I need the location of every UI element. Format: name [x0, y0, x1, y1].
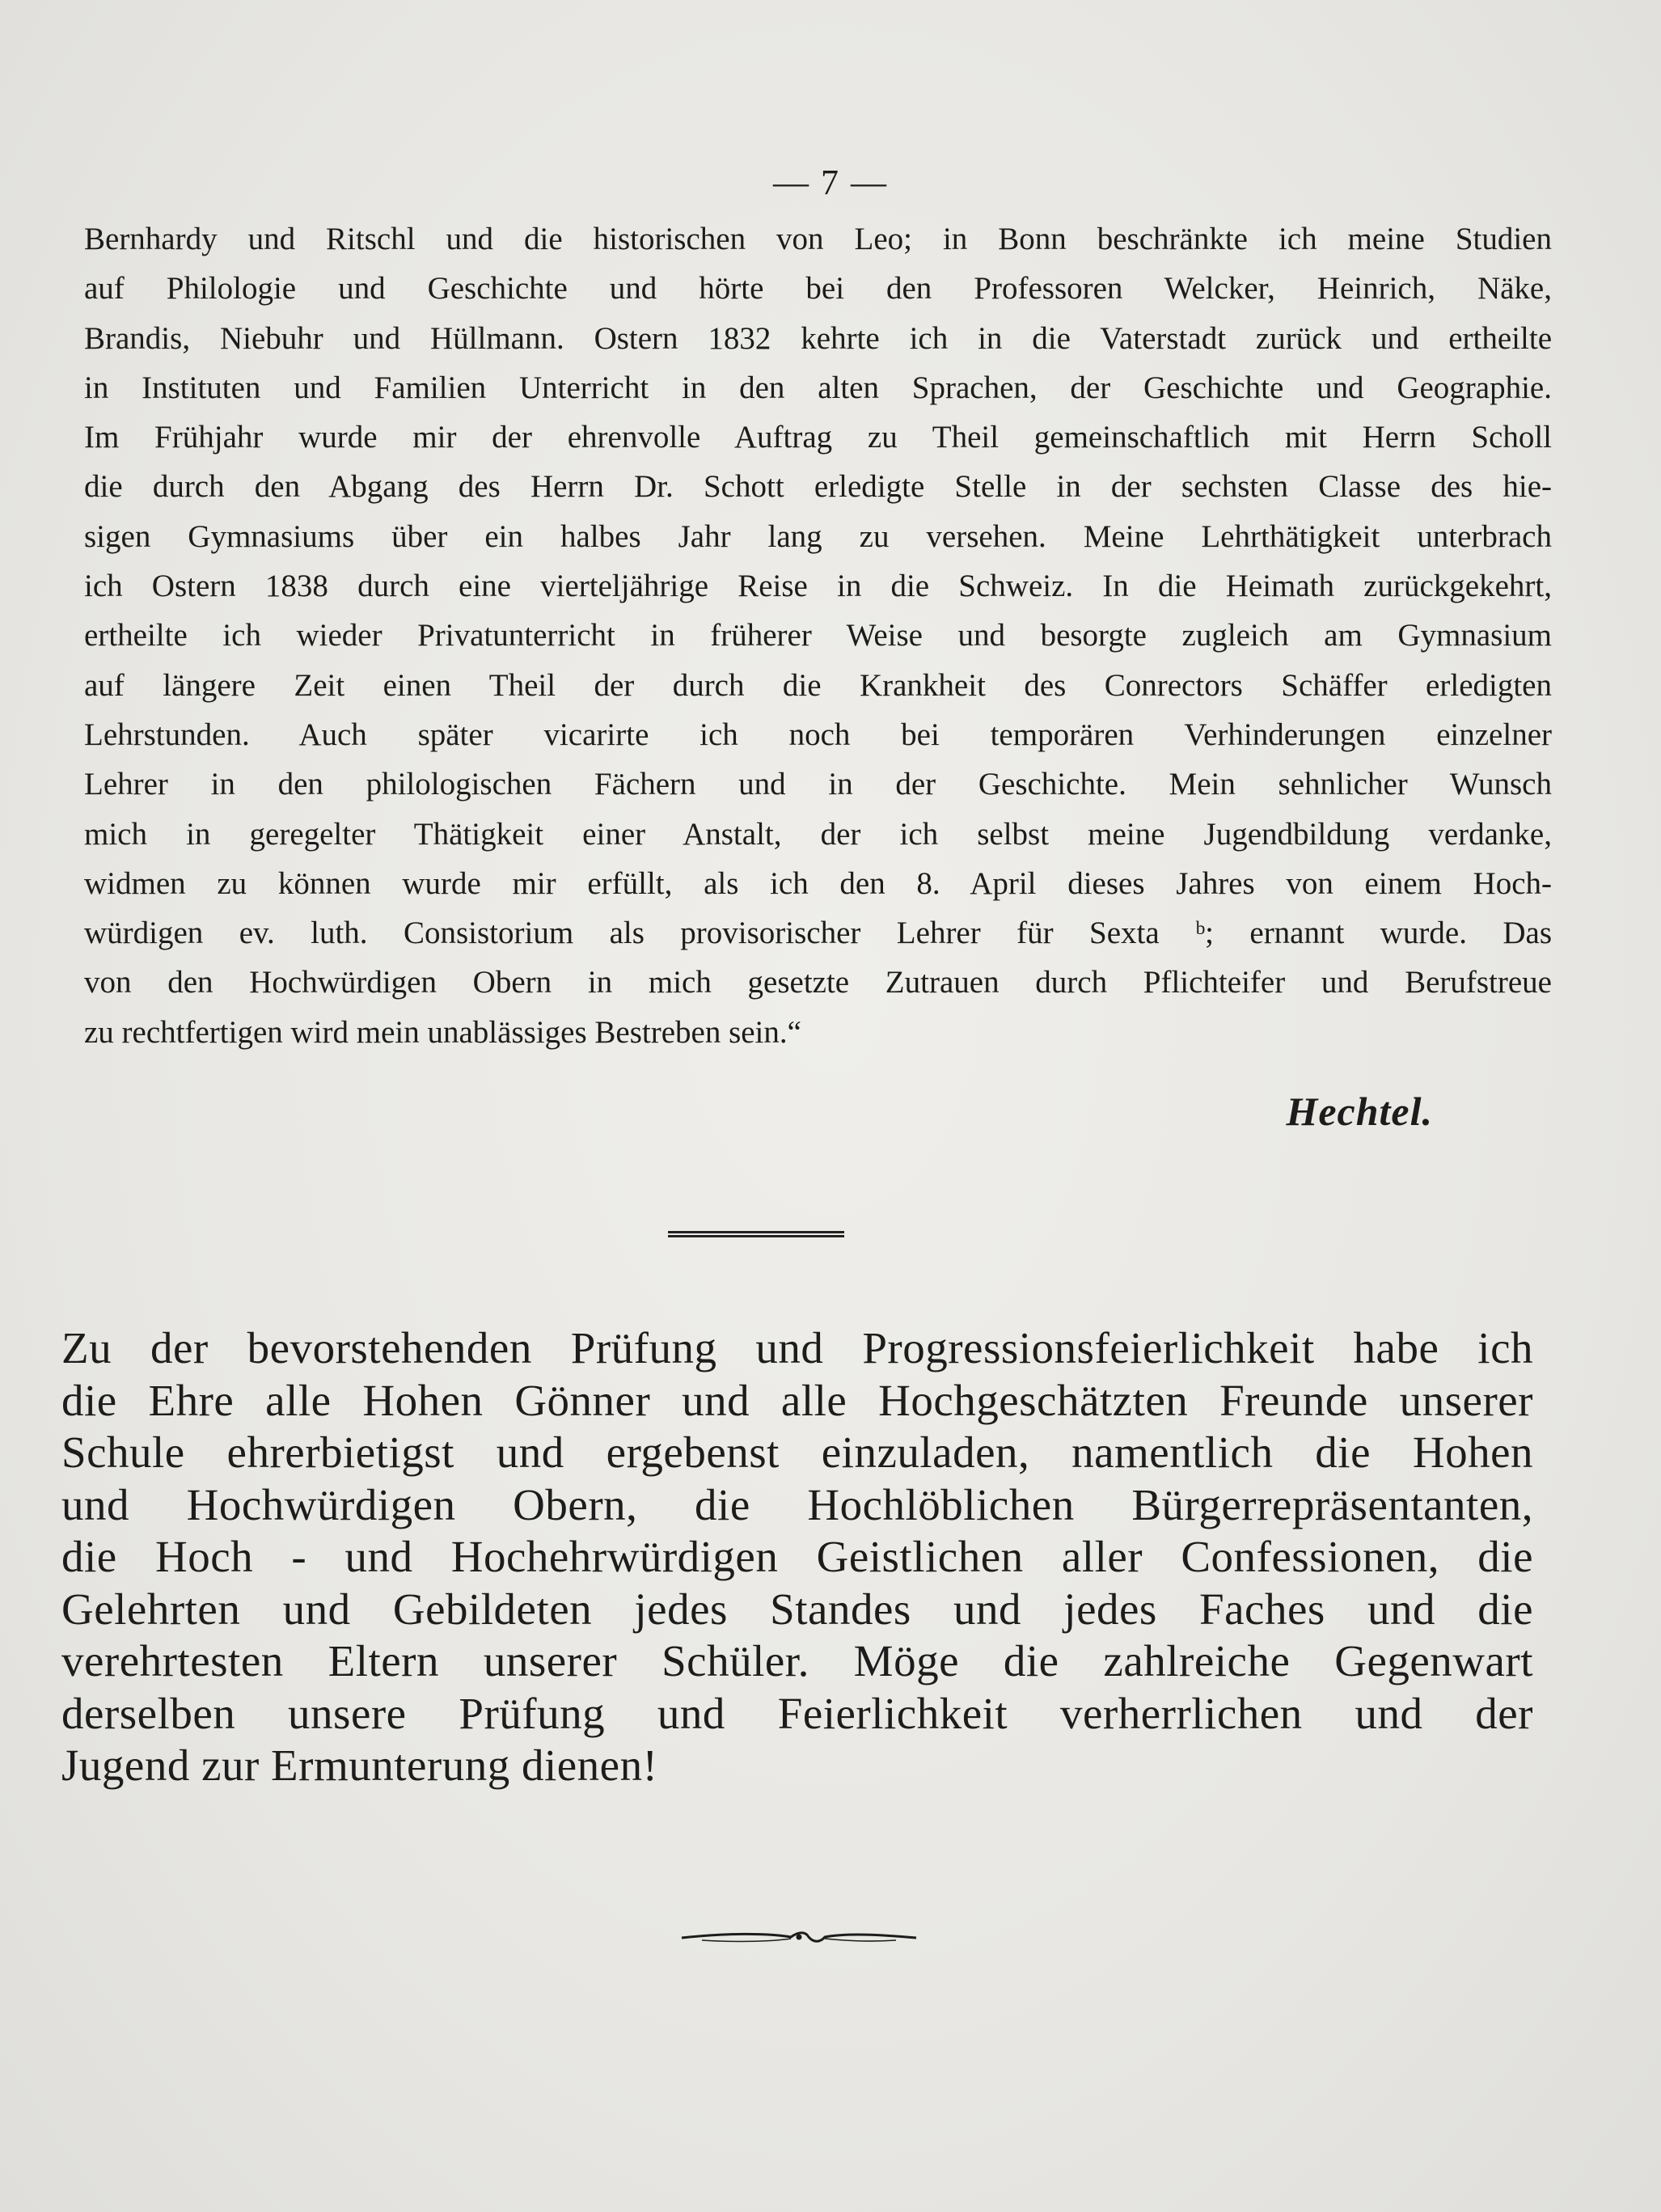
page-number: — 7 —: [773, 163, 888, 202]
letter-line: in Instituten und Familien Unterricht in den alten Sprachen, der Geschichte und Geographie.: [84, 370, 1552, 405]
invitation-line: Jugend zur Ermunterung dienen!: [61, 1740, 658, 1790]
letter-line: widmen zu können wurde mir erfüllt, als ich den 8. April dieses Jahres von einem Hoch-: [84, 865, 1552, 901]
invitation-paragraph: [61, 1322, 1533, 1792]
letter-line: Im Frühjahr wurde mir der ehrenvolle Auftrag zu Theil gemeinschaftlich mit Herrn Scholl: [84, 420, 1552, 455]
letter-line: die durch den Abgang des Herrn Dr. Schott erledigte Stelle in der sechsten Classe des hie-: [84, 469, 1552, 505]
letter-line: Lehrstunden. Auch später vicarirte ich noch bei temporären Verhinderungen einzelner: [84, 717, 1552, 752]
letter-line: auf längere Zeit einen Theil der durch die Krankheit des Conrectors Schäffer erledigten: [84, 667, 1552, 703]
letter-line: von den Hochwürdigen Obern in mich gesetzte Zutrauen durch Pflichteifer und Berufstreue: [84, 965, 1552, 1000]
letter-line: Brandis, Niebuhr und Hüllmann. Ostern 1832 kehrte ich in die Vaterstadt zurück und ertheilte: [84, 320, 1552, 356]
letter-line: Lehrer in den philologischen Fächern und in der Geschichte. Mein sehnlicher Wunsch: [84, 767, 1552, 802]
signature: Hechtel.: [1286, 1089, 1433, 1134]
invitation-line: Gelehrten und Gebildeten jedes Standes und jedes Faches und die: [61, 1584, 1533, 1634]
invitation-line: und Hochwürdigen Obern, die Hochlöblichen Bürgerrepräsentanten,: [61, 1479, 1533, 1529]
letter-line: mich in geregelter Thätigkeit einer Anstalt, der ich selbst meine Jugendbildung verdanke,: [84, 816, 1552, 852]
letter-line: auf Philologie und Geschichte und hörte bei den Professoren Welcker, Heinrich, Näke,: [84, 271, 1552, 307]
letter-line: ich Ostern 1838 durch eine vierteljährige Reise in die Schweiz. In die Heimath zurückgekehrt,: [84, 569, 1552, 604]
letter-paragraph: [84, 214, 1552, 1057]
invitation-line: verehrtesten Eltern unserer Schüler. Möge die zahlreiche Gegenwart: [61, 1636, 1533, 1685]
invitation-line: die Ehre alle Hohen Gönner und alle Hochgeschätzten Freunde unserer: [61, 1375, 1533, 1425]
letter-line: Bernhardy und Ritschl und die historischen von Leo; in Bonn beschränkte ich meine Studien: [84, 222, 1552, 256]
invitation-line: Zu der bevorstehenden Prüfung und Progressionsfeierlichkeit habe ich: [61, 1323, 1533, 1372]
letter-line: zu rechtfertigen wird mein unablässiges Bestreben sein.“: [84, 1014, 801, 1050]
letter-line: würdigen ev. luth. Consistorium als provisorischer Lehrer für Sexta ᵇ; ernannt wurde. Das: [84, 916, 1552, 951]
letter-line: sigen Gymnasiums über ein halbes Jahr lang zu versehen. Meine Lehrthätigkeit unterbrach: [84, 518, 1552, 554]
invitation-line: derselben unsere Prüfung und Feierlichkeit verherrlichen und der: [61, 1688, 1533, 1738]
closing-ornament-icon: [678, 1925, 920, 1949]
invitation-line: Schule ehrerbietigst und ergebenst einzuladen, namentlich die Hohen: [61, 1427, 1533, 1477]
section-divider: [668, 1231, 844, 1237]
invitation-line: die Hoch - und Hochehrwürdigen Geistlichen aller Confessionen, die: [61, 1532, 1533, 1581]
letter-line: ertheilte ich wieder Privatunterricht in früherer Weise und besorgte zugleich am Gymnasium: [84, 618, 1552, 653]
